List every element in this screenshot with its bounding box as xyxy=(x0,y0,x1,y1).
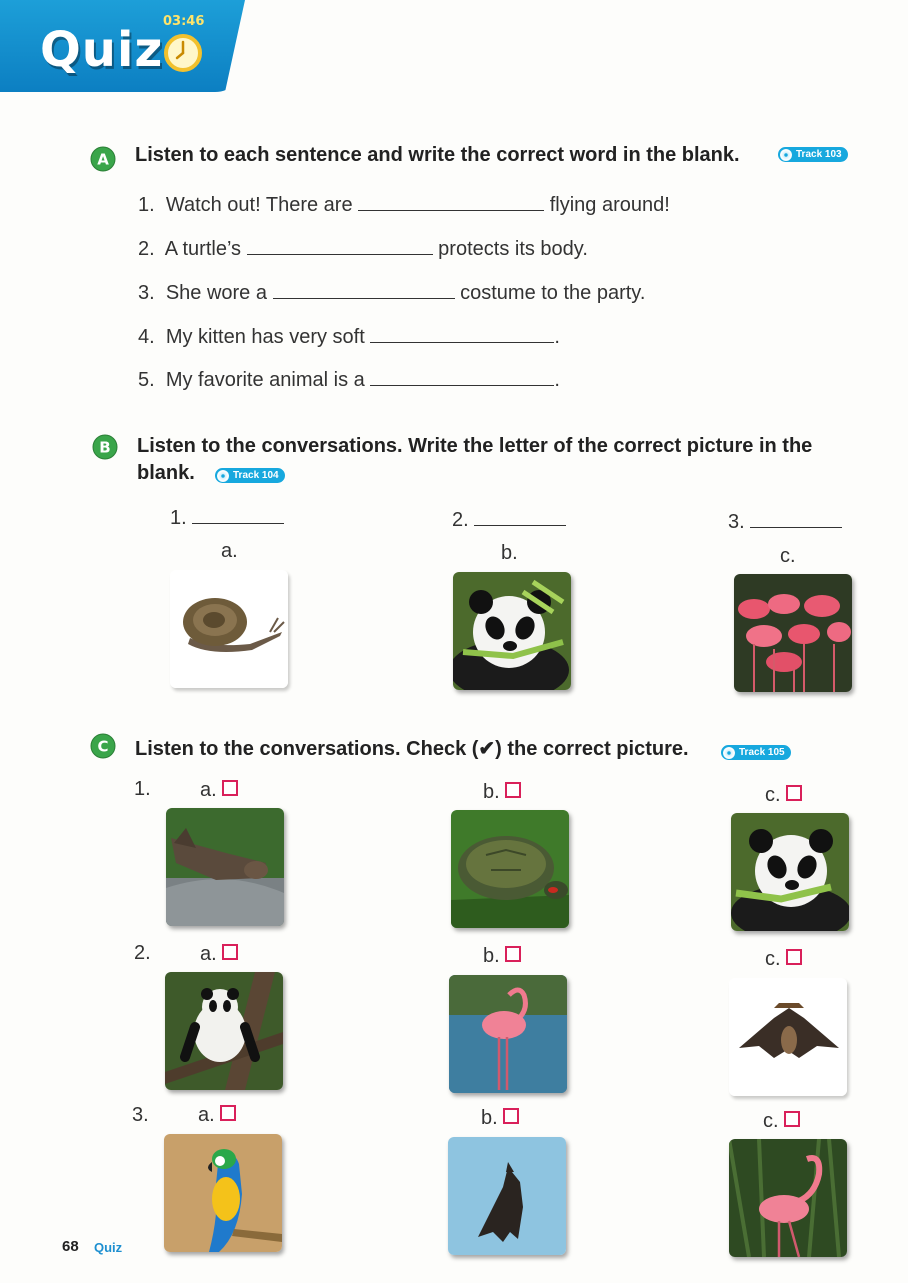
turtle-photo xyxy=(451,810,569,928)
flamingo-photo xyxy=(729,1139,847,1257)
answer-blank[interactable] xyxy=(358,190,544,211)
checkbox[interactable] xyxy=(222,780,238,796)
track-label: Track 103 xyxy=(796,149,842,160)
track-label: Track 104 xyxy=(233,470,279,481)
checkbox[interactable] xyxy=(503,1108,519,1124)
page-title: Quiz xyxy=(40,22,164,78)
answer-item-b3: 3. xyxy=(728,507,842,534)
question-number-c2: 2. xyxy=(134,942,151,964)
option-c1-a: a. xyxy=(200,779,238,802)
answer-blank[interactable] xyxy=(750,507,842,528)
checkbox[interactable] xyxy=(222,944,238,960)
option-c2-b: b. xyxy=(483,945,521,968)
option-c3-c: c. xyxy=(763,1110,800,1133)
parrot-photo xyxy=(164,1134,282,1252)
section-a-letter: A xyxy=(97,150,109,169)
answer-blank[interactable] xyxy=(192,503,284,524)
answer-item-b2: 2. xyxy=(452,505,566,532)
section-b-track-badge[interactable] xyxy=(215,468,285,483)
picture-label-b-c: c. xyxy=(780,545,796,567)
answer-blank[interactable] xyxy=(474,505,566,526)
panda-photo xyxy=(453,572,571,690)
section-c-track-badge[interactable] xyxy=(721,745,791,760)
sentence-a1: 1. Watch out! There are flying around! xyxy=(138,190,670,217)
option-c1-b: b. xyxy=(483,781,521,804)
answer-blank[interactable] xyxy=(247,234,433,255)
sentence-a3: 3. She wore a costume to the party. xyxy=(138,278,645,305)
sentence-a5: 5. My favorite animal is a . xyxy=(138,365,560,392)
option-c1-c: c. xyxy=(765,784,802,807)
section-b-letter: B xyxy=(99,438,111,457)
page-number: 68 xyxy=(62,1238,79,1255)
page-footer-label: Quiz xyxy=(94,1240,123,1255)
checkbox[interactable] xyxy=(786,949,802,965)
section-b-instruction-line2: blank. xyxy=(137,462,195,484)
section-c-instruction: Listen to the conversations. Check (✔) the correct picture. xyxy=(135,738,689,760)
section-b-instruction-line1: Listen to the conversations. Write the letter of the correct picture in the xyxy=(137,435,813,457)
clock-icon xyxy=(163,33,203,73)
checkbox[interactable] xyxy=(220,1105,236,1121)
snail-photo xyxy=(170,570,288,688)
option-c2-c: c. xyxy=(765,948,802,971)
section-b-badge-icon xyxy=(92,434,118,460)
timer-label: 03:46 xyxy=(163,14,205,29)
answer-blank[interactable] xyxy=(273,278,455,299)
checkbox[interactable] xyxy=(786,785,802,801)
flying-bat-photo xyxy=(448,1137,566,1255)
checkbox[interactable] xyxy=(784,1111,800,1127)
checkbox[interactable] xyxy=(505,946,521,962)
section-c-letter: C xyxy=(97,737,109,756)
section-a-instruction: Listen to each sentence and write the correct word in the blank. xyxy=(135,144,740,166)
section-a-badge-icon xyxy=(90,146,116,172)
hanging-bat-photo xyxy=(729,978,847,1096)
answer-blank[interactable] xyxy=(370,322,554,343)
sentence-a4: 4. My kitten has very soft . xyxy=(138,322,560,349)
option-c3-a: a. xyxy=(198,1104,236,1127)
track-label: Track 105 xyxy=(739,747,785,758)
flamingos-photo xyxy=(734,574,852,692)
checkbox[interactable] xyxy=(505,782,521,798)
section-c-badge-icon xyxy=(90,733,116,759)
option-c3-b: b. xyxy=(481,1107,519,1130)
panda-in-tree-photo xyxy=(165,972,283,1090)
cd-icon xyxy=(217,470,229,482)
question-number-c3: 3. xyxy=(132,1104,149,1126)
flamingo-in-water-photo xyxy=(449,975,567,1093)
picture-label-b-a: a. xyxy=(221,540,238,562)
sentence-a2: 2. A turtle’s protects its body. xyxy=(138,234,588,261)
panda-photo xyxy=(731,813,849,931)
picture-label-b-b: b. xyxy=(501,542,518,564)
answer-blank[interactable] xyxy=(370,365,554,386)
question-number-c1: 1. xyxy=(134,778,151,800)
section-a-track-badge[interactable] xyxy=(778,147,848,162)
cd-icon xyxy=(723,747,735,759)
cd-icon xyxy=(780,149,792,161)
bat-on-rock-photo xyxy=(166,808,284,926)
answer-item-b1: 1. xyxy=(170,503,284,530)
option-c2-a: a. xyxy=(200,943,238,966)
